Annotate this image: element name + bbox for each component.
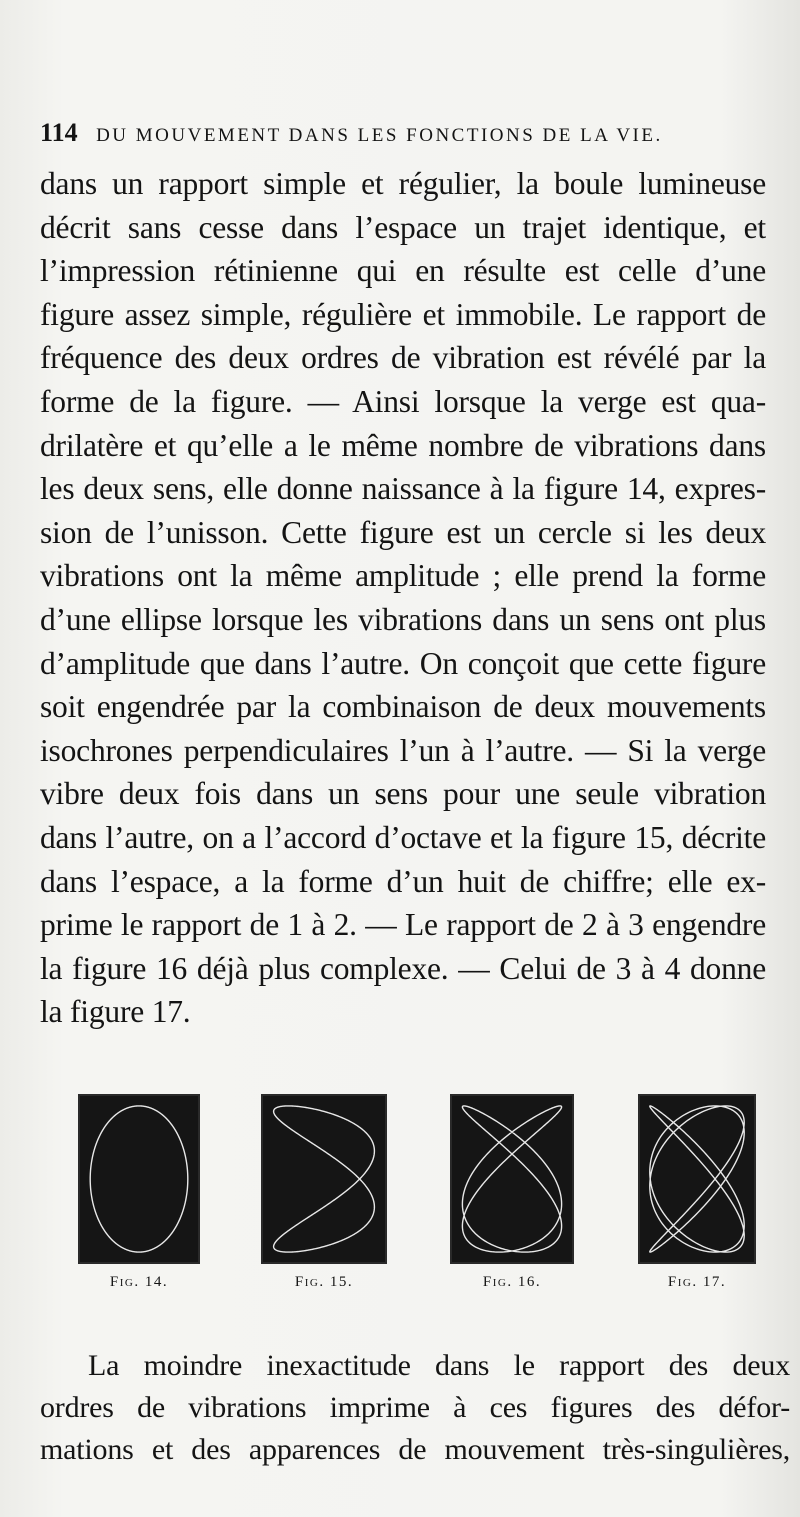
text-line: vibrations ont la même amplitude ; elle prend la forme <box>40 558 766 594</box>
figure-caption: Fig. 17. <box>667 1274 727 1290</box>
figure-row <box>78 1094 778 1294</box>
text-line: La moindre inexactitude dans le rapport des deux <box>88 1349 790 1382</box>
text-line: mations et des apparences de mouvement très-singulières, <box>40 1433 790 1466</box>
text-line: d’amplitude que dans l’autre. On conçoit que cette figure <box>40 645 766 681</box>
text-line: isochrones perpendiculaires l’un à l’autre. — Si la verge <box>40 732 766 768</box>
figure-panel <box>78 1094 200 1264</box>
text-line: prime le rapport de 1 à 2. — Le rapport de 2 à 3 engendre <box>40 907 766 943</box>
lissajous-curve <box>650 1106 744 1252</box>
paragraph-1 <box>40 162 766 1034</box>
text-line: ordres de vibrations imprime à ces figures des défor- <box>40 1391 790 1424</box>
figure-panel <box>450 1094 574 1264</box>
text-line: vibre deux fois dans un sens pour une seule vibration <box>40 776 766 812</box>
figure-17 <box>638 1094 756 1290</box>
text-line: figure assez simple, régulière et immobile. Le rapport de <box>40 296 766 332</box>
figure-caption: Fig. 14. <box>109 1274 169 1290</box>
running-title: DU MOUVEMENT DANS LES FONCTIONS DE LA VIE. <box>96 125 663 146</box>
text-line: la figure 17. <box>40 994 191 1030</box>
lissajous-curve <box>90 1106 188 1252</box>
lissajous-figure <box>450 1094 574 1264</box>
text-line: dans un rapport simple et régulier, la boule lumineuse <box>40 166 766 201</box>
running-head <box>40 118 760 148</box>
figure-caption: Fig. 16. <box>482 1274 542 1290</box>
lissajous-curve <box>274 1106 375 1252</box>
figure-15 <box>261 1094 387 1290</box>
figure-caption: Fig. 15. <box>294 1274 354 1290</box>
text-line: la figure 16 déjà plus complexe. — Celui de 3 à 4 donne <box>40 950 766 986</box>
lissajous-figure <box>638 1094 756 1264</box>
figure-14 <box>78 1094 200 1290</box>
text-line: fréquence des deux ordres de vibration est révélé par la <box>40 340 766 376</box>
figure-panel <box>638 1094 756 1264</box>
lissajous-figure <box>78 1094 200 1264</box>
text-line: soit engendrée par la combinaison de deux mouvements <box>40 689 766 725</box>
text-line: l’impression rétinienne qui en résulte est celle d’une <box>40 253 766 289</box>
text-line: dans l’autre, on a l’accord d’octave et la figure 15, décrite <box>40 819 766 855</box>
figure-16 <box>450 1094 574 1290</box>
page-number: 114 <box>40 118 78 147</box>
text-line: dans l’espace, a la forme d’un huit de chiffre; elle ex- <box>40 863 766 899</box>
text-line: sion de l’unisson. Cette figure est un cercle si les deux <box>40 514 766 550</box>
text-line: d’une ellipse lorsque les vibrations dans un sens ont plus <box>40 601 766 637</box>
lissajous-figure <box>261 1094 387 1264</box>
text-line: décrit sans cesse dans l’espace un trajet identique, et <box>40 209 766 245</box>
figure-panel <box>261 1094 387 1264</box>
text-line: les deux sens, elle donne naissance à la figure 14, expres- <box>40 471 766 507</box>
lissajous-curve <box>462 1106 561 1252</box>
text-line: forme de la figure. — Ainsi lorsque la verge est qua- <box>40 383 766 419</box>
text-line: drilatère et qu’elle a le même nombre de vibrations dans <box>40 427 766 463</box>
paragraph-2 <box>40 1345 790 1471</box>
